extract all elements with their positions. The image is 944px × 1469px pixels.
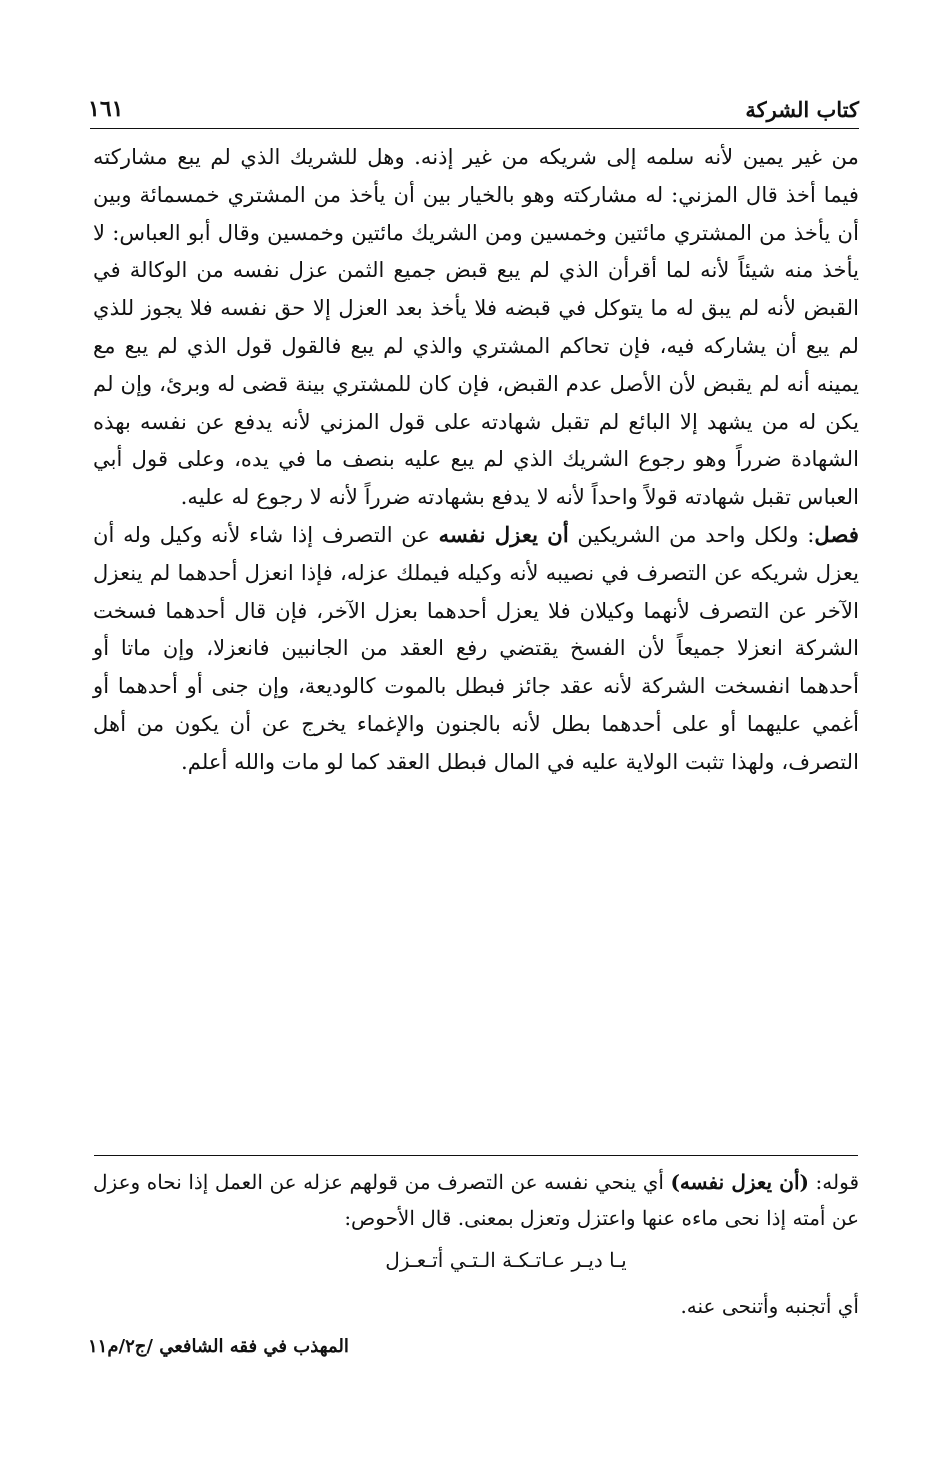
footnote-paragraph <box>93 1164 859 1236</box>
footnote-rule <box>94 1155 858 1156</box>
fasl-label: فصل <box>814 521 859 547</box>
footnote-text: أي ينحي نفسه عن التصرف من قولهم عزله عن العمل إذا نحاه وعزل عن أمته إذا نحى ماءه عنها واعتزل وتعزل بمعنى. قال الأحوص: <box>93 1170 859 1230</box>
header-rule <box>90 128 859 129</box>
fasl-intro: : ولكل واحد من الشريكين <box>577 521 815 547</box>
chapter-title: كتاب الشركة <box>745 97 859 122</box>
signature-line: المهذب في فقه الشافعي /ج٢/م١١ <box>88 1336 349 1357</box>
paragraph-1: من غير يمين لأنه سلمه إلى شريكه من غير إذنه. وهل للشريك الذي لم يبع مشاركته فيما أخذ قال المزني: له مشاركته وهو بالخيار بين أن يأخذ من المشتري خمسمائة وبين أن يأخذ من المشتري مائتين وخمسين ومن الشريك مائتين وخمسين وقال أبو العباس: لا يأخذ منه شيئاً لأنه لما أقرأن الذي لم يبع قبض جميع الثمن عزل نفسه من الوكالة في القبض لأنه لم يبق له ما يتوكل في قبضه فلا يأخذ بعد العزل إلا حق نفسه فلا يجوز للذي لم يبع أن يشاركه فيه، فإن تحاكم المشتري والذي لم يبع فالقول قول الذي لم يبع مع يمينه أنه لم يقبض لأن الأصل عدم القبض، فإن كان للمشتري بينة قضى له وبرئ، وإن لم يكن له من يشهد إلا البائع لم تقبل شهادته على قول المزني لأنه يدفع عن نفسه بهذه الشهادة ضرراً وهو رجوع الشريك الذي لم يبع عليه بنصف ما في يده، وعلى قول أبي العباس تقبل شهادته قولاً واحداً لأنه لا يدفع بشهادته ضرراً لأنه لا رجوع له عليه. <box>93 144 859 510</box>
page-number: ١٦١ <box>88 96 124 122</box>
footnotes <box>93 1164 859 1324</box>
fasl-bold-phrase: أن يعزل نفسه <box>438 521 569 547</box>
fasl-rest: عن التصرف إذا شاء لأنه وكيل وله أن يعزل شريكه عن التصرف في نصيبه لأنه وكيله فيملك عزله، فإذا انعزل أحدهما لم ينعزل الآخر عن التصرف لأنهما وكيلان فلا يعزل أحدهما بعزل الآخر، فإن قال أحدهما فسخت الشركة انعزلا جميعاً لأن الفسخ يقتضي رفع العقد من الجانبين فانعزلا، وإن ماتا أو أحدهما انفسخت الشركة لأنه عقد جائز فبطل بالموت كالوديعة، وإن جنى أو أحدهما أو أغمي عليهما أو على أحدهما بطل لأنه بالجنون والإغماء يخرج عن أن يكون من أهل التصرف، ولهذا تثبت الولاية عليه في المال فبطل العقد كما لو مات والله أعلم. <box>93 521 859 774</box>
footnote-quoted-term: (أن يعزل نفسه) <box>670 1170 809 1194</box>
footnote-verse: يـا ديـر عـاتـكـة الـتـي أتـعـزل <box>385 1248 627 1272</box>
running-head <box>88 86 859 122</box>
footnote-lead: قوله: <box>809 1170 860 1194</box>
paragraph-fasl <box>93 516 859 781</box>
footnote-closing: أي أتجنبه وأتنحى عنه. <box>680 1294 859 1318</box>
main-text <box>93 138 859 781</box>
